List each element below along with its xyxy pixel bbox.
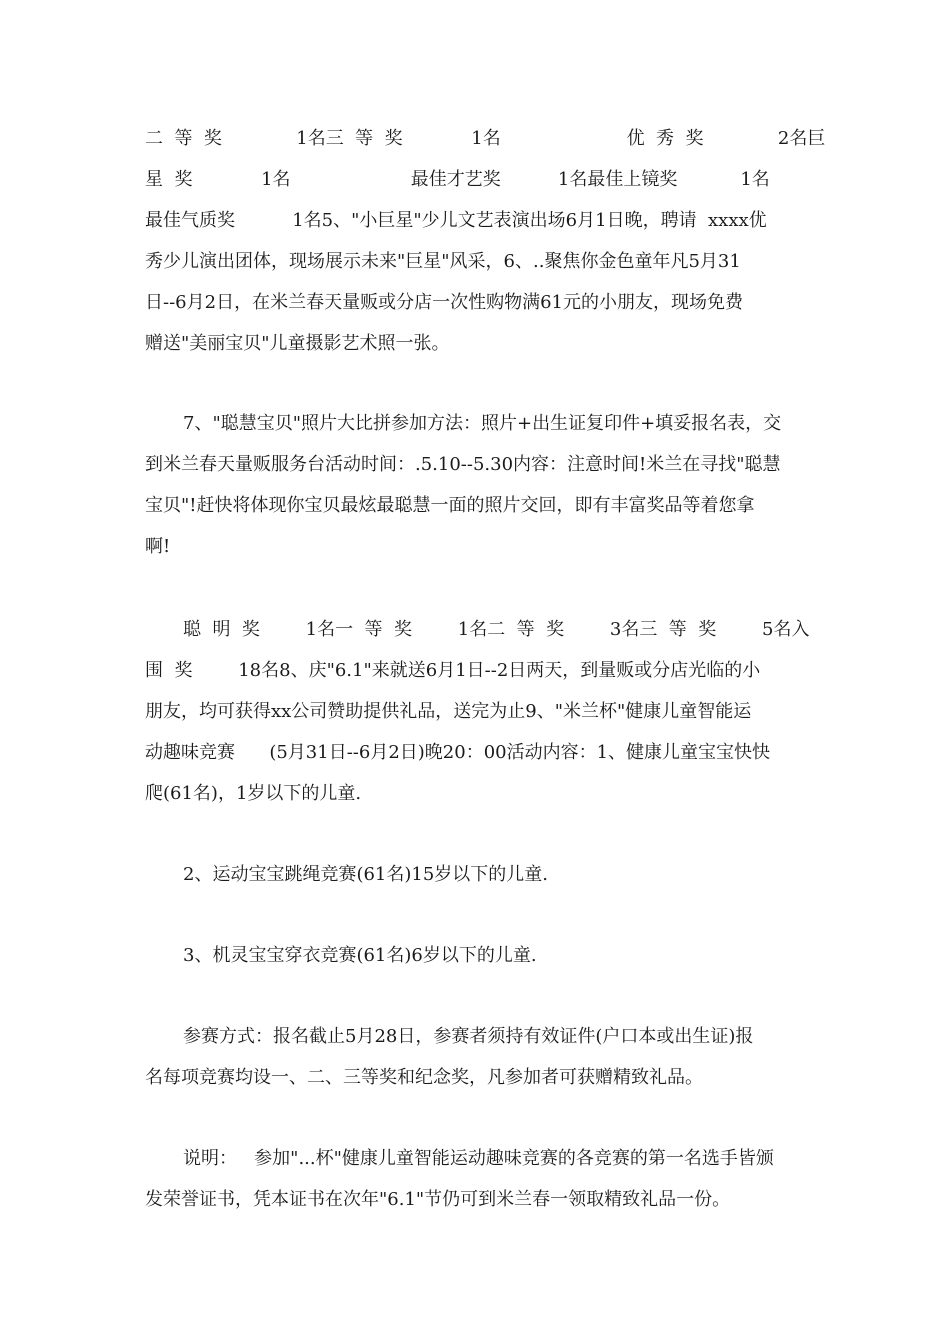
text-line: 爬(61名)，1岁以下的儿童. — [145, 783, 362, 804]
text-line: 参赛方式：报名截止5月28日，参赛者须持有效证件(户口本或出生证)报 — [183, 1026, 754, 1047]
text-line: 秀少儿演出团体，现场展示未来"巨星"风采，6、..聚焦你金色童年凡5月31 — [145, 251, 741, 272]
text-line: 朋友，均可获得xx公司赞助提供礼品，送完为止9、"米兰杯"健康儿童智能运 — [145, 701, 752, 722]
text-line: 3、机灵宝宝穿衣竞赛(61名)6岁以下的儿童. — [183, 945, 537, 966]
text-line: 啊! — [145, 536, 171, 557]
text-line: 发荣誉证书，凭本证书在次年"6.1"节仍可到米兰春一领取精致礼品一份。 — [145, 1189, 731, 1210]
text-line: 赠送"美丽宝贝"儿童摄影艺术照一张。 — [145, 333, 450, 354]
text-line: 2、运动宝宝跳绳竞赛(61名)15岁以下的儿童. — [183, 864, 549, 885]
text-line: 说明： 参加"...杯"健康儿童智能运动趣味竞赛的各竞赛的第一名选手皆颁 — [183, 1148, 774, 1169]
text-line: 到米兰春天量贩服务台活动时间：.5.10--5.30内容：注意时间!米兰在寻找"聪慧 — [145, 454, 781, 475]
text-line: 宝贝"!赶快将体现你宝贝最炫最聪慧一面的照片交回，即有丰富奖品等着您拿 — [145, 495, 755, 516]
text-line: 7、"聪慧宝贝"照片大比拼参加方法：照片+出生证复印件+填妥报名表，交 — [183, 413, 782, 434]
text-line: 围 奖 18名8、庆"6.1"来就送6月1日--2日两天，到量贩或分店光临的小 — [145, 660, 761, 681]
text-line: 二 等 奖 1名三 等 奖 1名 优 秀 奖 2名巨 — [145, 128, 826, 149]
text-line: 聪 明 奖 1名一 等 奖 1名二 等 奖 3名三 等 奖 5名入 — [183, 619, 810, 640]
text-line: 名每项竞赛均设一、二、三等奖和纪念奖，凡参加者可获赠精致礼品。 — [145, 1067, 703, 1088]
text-line: 星 奖 1名 最佳才艺奖 1名最佳上镜奖 1名 — [145, 169, 770, 190]
text-line: 动趣味竞赛 (5月31日--6月2日)晚20：00活动内容：1、健康儿童宝宝快快 — [145, 742, 771, 763]
text-line: 日--6月2日，在米兰春天量贩或分店一次性购物满61元的小朋友，现场免费 — [145, 292, 743, 313]
text-line: 最佳气质奖 1名5、"小巨星"少儿文艺表演出场6月1日晚，聘请 xxxx优 — [145, 210, 767, 231]
